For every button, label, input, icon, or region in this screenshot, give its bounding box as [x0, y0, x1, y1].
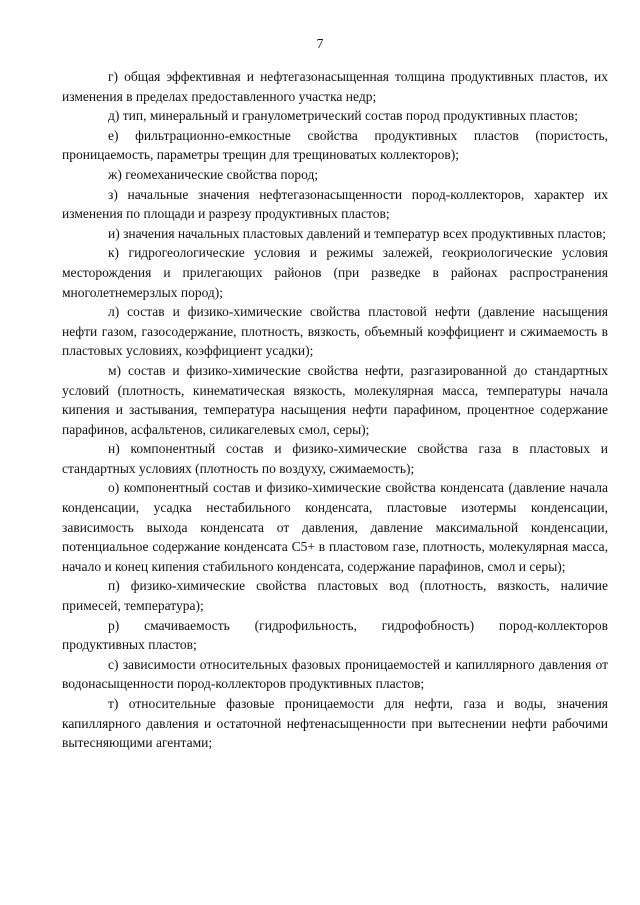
list-item-zh: ж) геомеханические свойства пород; [108, 166, 319, 182]
list-item-g: г) общая эффективная и нефтегазонасыщенная толщина продуктивных пластов, их изменения в пределах предоставленного участка недр; [62, 69, 608, 104]
list-item-l: л) состав и физико-химические свойства пластовой нефти (давление насыщения нефти газом, газосодержание, плотность, вязкость, объемный коэффициент и сжимаемость в пластовых условиях, коэффициент усадки); [62, 304, 608, 359]
page-number: 7 [316, 36, 324, 51]
list-item-e: е) фильтрационно-емкостные свойства продуктивных пластов (пористость, проницаемость, параметры трещин для трещиноватых коллекторов); [62, 127, 608, 163]
list-item-t: т) относительные фазовые проницаемости для нефти, газа и воды, значения капиллярного давления и остаточной нефтенасыщенности при вытеснении нефти рабочими вытесняющими агентами; [62, 696, 608, 751]
list-item-n: н) компонентный состав и физико-химические свойства газа в пластовых и стандартных условиях (плотность по воздуху, сжимаемость); [62, 441, 608, 476]
list-item-k: к) гидрогеологические условия и режимы залежей, геокриологические условия месторождения и прилегающих районов (при разведке в районах распространения многолетнемерзлых пород); [62, 245, 608, 300]
list-item-o: о) компонентный состав и физико-химические свойства конденсата (давление начала конденсации, усадка нестабильного конденсата, пластовые изотермы конденсации, зависимость выхода конденсата от давления, давление максимальной конденсации, потенциальное содержание конденсата С5+ в пластовом газе, плотность, молекулярная масса, начало и конец кипения стабильного конденсата, содержание парафинов, смол и серы); [62, 480, 608, 574]
list-item-d: д) тип, минеральный и гранулометрический состав пород продуктивных пластов; [108, 108, 579, 124]
list-item-z: з) начальные значения нефтегазонасыщенности пород-коллекторов, характер их изменения по площади и разрезу продуктивных пластов; [62, 186, 608, 222]
document-body [62, 67, 608, 753]
list-item-m: м) состав и физико-химические свойства нефти, разгазированной до стандартных условий (плотность, кинематическая вязкость, молекулярная масса, температуры начала кипения и застывания, температура насыщения нефти парафином, процентное содержание парафинов, асфальтенов, силикагелевых смол, серы); [62, 362, 608, 437]
list-item-r: р) смачиваемость (гидрофильность, гидрофобность) пород-коллекторов продуктивных пластов; [62, 617, 608, 653]
list-item-i: и) значения начальных пластовых давлений и температур всех продуктивных пластов; [108, 225, 607, 241]
list-item-s: с) зависимости относительных фазовых проницаемостей и капиллярного давления от водонасыщенности пород-коллекторов продуктивных пластов; [62, 656, 608, 692]
list-item-p: п) физико-химические свойства пластовых вод (плотность, вязкость, наличие примесей, температура); [62, 578, 608, 614]
